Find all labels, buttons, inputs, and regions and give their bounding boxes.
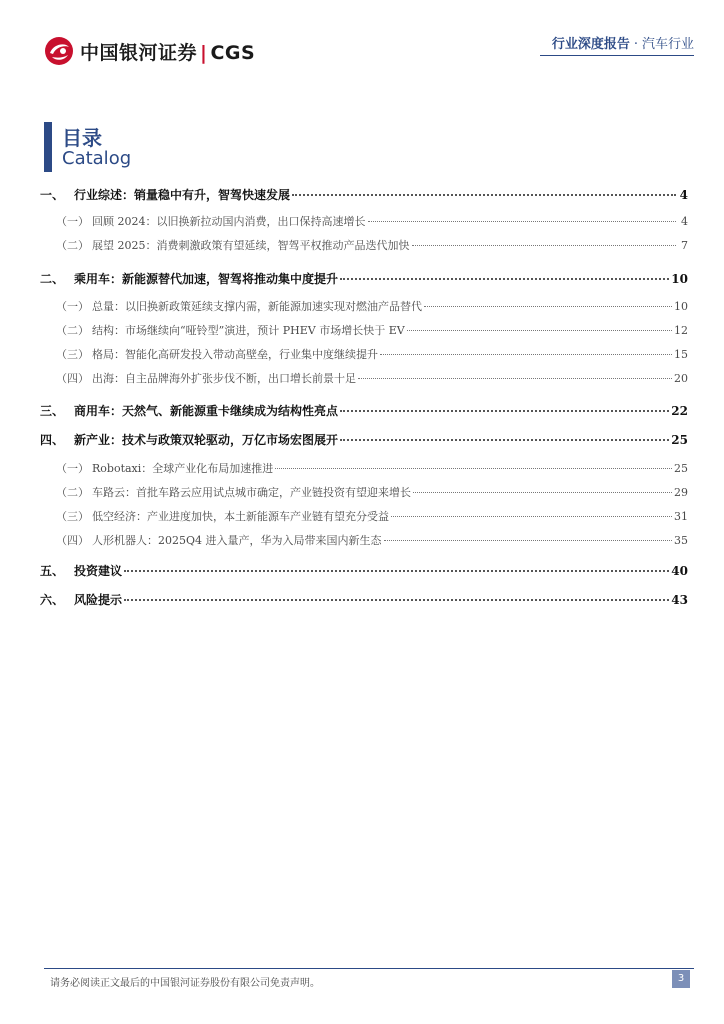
toc-dot-leader (368, 220, 677, 222)
toc-entry-title: 回顾 2024：以旧换新拉动国内消费，出口保持高速增长 (92, 215, 366, 228)
toc-dot-leader (380, 353, 672, 355)
catalog-title-cn: 目录 (62, 126, 102, 150)
toc-entry-page: 10 (671, 272, 688, 286)
toc-entry[interactable] (40, 237, 688, 257)
toc-entry-page: 4 (679, 188, 688, 202)
toc-entry[interactable] (40, 322, 688, 342)
toc-entry[interactable] (40, 270, 688, 290)
toc-entry-page: 12 (674, 324, 688, 337)
toc-entry-title: 总量：以旧换新政策延续支撑内需，新能源加速实现对燃油产品替代 (92, 300, 422, 313)
toc-entry-number: （三） (56, 510, 89, 523)
toc-entry-title: 车路云：首批车路云应用试点城市确定，产业链投资有望迎来增长 (92, 486, 411, 499)
toc-entry-title: 格局：智能化高研发投入带动高壁垒，行业集中度继续提升 (92, 348, 378, 361)
toc-entry-number: （一） (56, 300, 89, 313)
toc-entry-number: 二、 (40, 272, 65, 286)
brand-separator: | (200, 41, 208, 64)
toc-entry[interactable] (40, 346, 688, 366)
brand-en: CGS (210, 41, 256, 64)
toc-dot-leader (412, 244, 677, 246)
toc-entry-number: （二） (56, 324, 89, 337)
toc-entry-page: 25 (674, 462, 688, 475)
toc-dot-leader (340, 409, 669, 412)
brand-logo (44, 36, 255, 66)
toc-entry-page: 22 (671, 404, 688, 418)
toc-entry-page: 7 (681, 239, 688, 252)
toc-entry[interactable] (40, 298, 688, 318)
toc-entry-title: 出海：自主品牌海外扩张步伐不断，出口增长前景十足 (92, 372, 356, 385)
catalog-title-en: Catalog (62, 148, 132, 169)
toc-entry[interactable] (40, 370, 688, 390)
toc-entry-page: 25 (671, 433, 688, 447)
toc-entry-title: 风险提示 (74, 593, 123, 607)
toc-entry-number: （一） (56, 215, 89, 228)
toc-entry[interactable] (40, 532, 688, 552)
toc-entry-number: 四、 (40, 433, 65, 447)
toc-entry-page: 15 (674, 348, 688, 361)
toc-entry[interactable] (40, 186, 688, 206)
toc-entry[interactable] (40, 508, 688, 528)
toc-entry-number: （四） (56, 534, 89, 547)
toc-dot-leader (124, 569, 669, 572)
toc-entry-title: 低空经济：产业进度加快，本土新能源车产业链有望充分受益 (92, 510, 389, 523)
toc-entry-number: （四） (56, 372, 89, 385)
toc-dot-leader (292, 193, 676, 196)
toc-entry-title: 展望 2025：消费刺激政策有望延续，智驾平权推动产品迭代加快 (92, 239, 410, 252)
toc-entry-title: 乘用车：新能源替代加速，智驾将推动集中度提升 (74, 272, 339, 286)
toc-dot-leader (358, 377, 672, 379)
toc-entry-page: 29 (674, 486, 688, 499)
toc-entry-page: 20 (674, 372, 688, 385)
toc-entry-number: 一、 (40, 188, 65, 202)
page-number-badge: 3 (672, 970, 690, 988)
toc-dot-leader (384, 539, 672, 541)
toc-entry-number: 五、 (40, 564, 65, 578)
toc-dot-leader (407, 329, 672, 331)
page-header (0, 0, 724, 80)
header-separator: · (633, 37, 638, 52)
toc-entry[interactable] (40, 213, 688, 233)
toc-entry-title: 结构：市场继续向“哑铃型”演进，预计 PHEV 市场增长快于 EV (92, 324, 405, 337)
toc-entry-number: （二） (56, 486, 89, 499)
toc-entry-number: （一） (56, 462, 89, 475)
toc-dot-leader (340, 438, 669, 441)
toc-dot-leader (340, 277, 669, 280)
toc-entry-title: 投资建议 (74, 564, 123, 578)
toc-dot-leader (413, 491, 672, 493)
toc-entry-title: 商用车：天然气、新能源重卡继续成为结构性亮点 (74, 404, 339, 418)
toc-entry[interactable] (40, 431, 688, 451)
toc-entry-title: 行业综述：销量稳中有升，智驾快速发展 (74, 188, 291, 202)
toc-dot-leader (124, 598, 669, 601)
toc-entry-number: （二） (56, 239, 89, 252)
toc-entry-page: 43 (671, 593, 688, 607)
toc-entry[interactable] (40, 460, 688, 480)
header-divider (540, 55, 694, 56)
galaxy-logo-icon (44, 36, 74, 66)
report-type: 行业深度报告 (551, 37, 630, 52)
toc-entry-page: 35 (674, 534, 688, 547)
toc-entry-title: 人形机器人：2025Q4 进入量产，华为入局带来国内新生态 (92, 534, 382, 547)
toc-entry-page: 31 (674, 510, 688, 523)
brand-name: 中国银河证券 (80, 41, 198, 64)
toc-entry[interactable] (40, 484, 688, 504)
toc-entry-title: Robotaxi：全球产业化布局加速推进 (92, 462, 274, 475)
toc-entry-number: （三） (56, 348, 89, 361)
report-type-label (552, 33, 694, 52)
toc-entry-number: 三、 (40, 404, 65, 418)
toc-entry-number: 六、 (40, 593, 65, 607)
toc-entry[interactable] (40, 402, 688, 422)
toc-dot-leader (424, 305, 672, 307)
industry-label: 汽车行业 (641, 37, 694, 52)
toc-entry-title: 新产业：技术与政策双轮驱动，万亿市场宏图展开 (74, 433, 339, 447)
toc-entry-page: 40 (671, 564, 688, 578)
footer-divider (44, 968, 694, 969)
toc-entry[interactable] (40, 562, 688, 582)
toc-entry-page: 10 (674, 300, 688, 313)
toc-dot-leader (391, 515, 672, 517)
toc-entry[interactable] (40, 591, 688, 611)
toc-entry-page: 4 (681, 215, 688, 228)
footer-disclaimer: 请务必阅读正文最后的中国银河证券股份有限公司免责声明。 (50, 978, 320, 989)
toc-dot-leader (275, 467, 672, 469)
catalog-accent-bar (44, 122, 52, 172)
